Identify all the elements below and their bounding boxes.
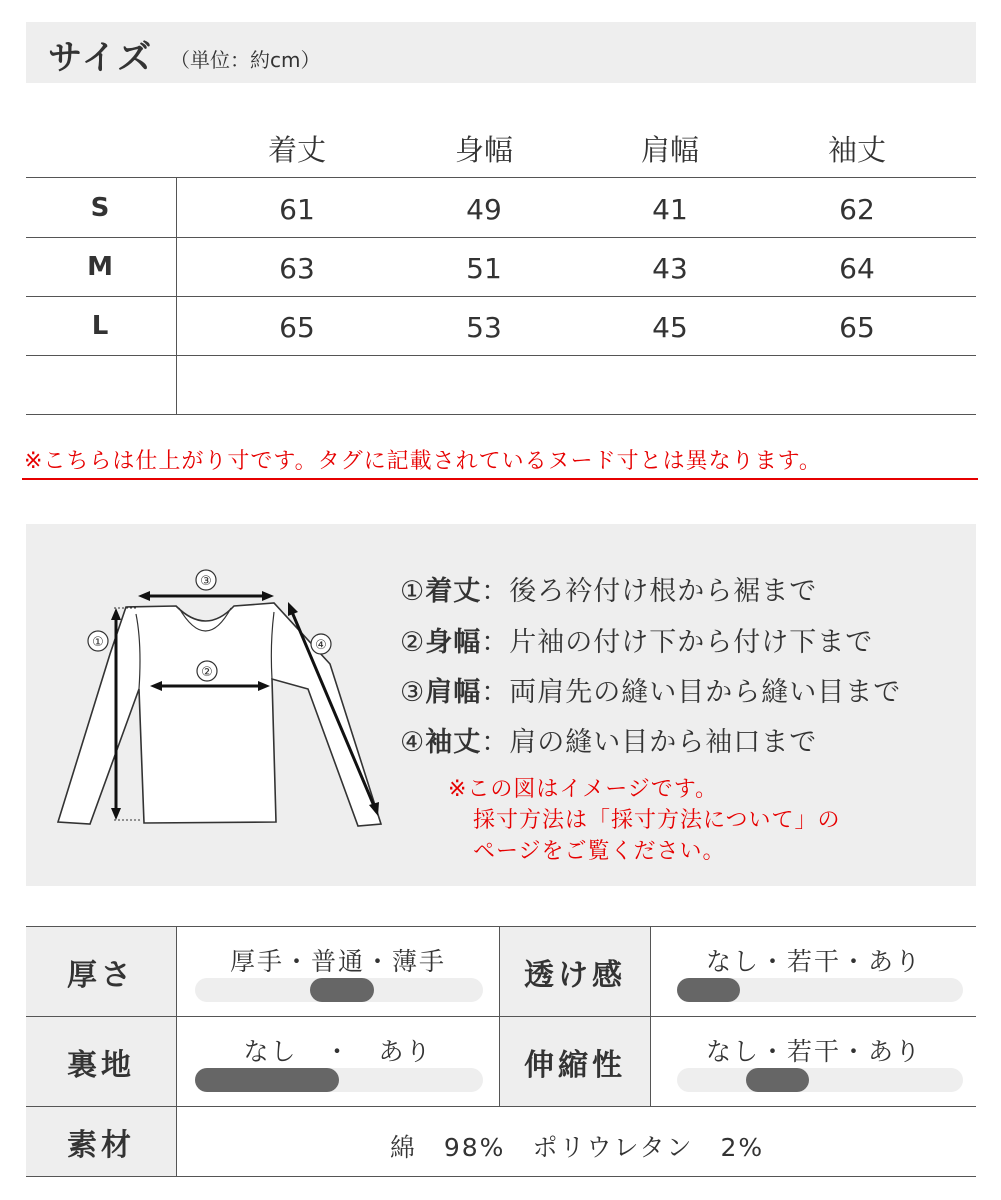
note-underline xyxy=(22,478,978,480)
table-cell: 65 xyxy=(279,311,315,344)
table-divider xyxy=(26,414,976,415)
material-label: 素材 xyxy=(26,1107,176,1176)
column-header: 身幅 xyxy=(454,133,513,167)
arrow-head xyxy=(262,591,274,601)
legend-key: 肩幅 xyxy=(425,677,482,708)
header-bar xyxy=(26,22,976,83)
page-title: サイズ xyxy=(48,38,154,78)
table-divider xyxy=(26,355,976,356)
marker-label: ① xyxy=(92,635,104,650)
stretch-level xyxy=(746,1068,809,1092)
thickness-label: 厚さ xyxy=(26,927,176,1016)
sheerness-label: 透け感 xyxy=(500,927,650,1016)
table-column-divider xyxy=(176,177,177,415)
size-label: L xyxy=(91,311,109,341)
note-line: ※この図はイメージです。 xyxy=(448,777,719,802)
legend-key: 着丈 xyxy=(425,576,482,607)
stretch-label: 伸縮性 xyxy=(500,1017,650,1106)
legend-desc: ：肩の縫い目から袖口まで xyxy=(481,727,818,758)
legend-desc: ：片袖の付け下から付け下まで xyxy=(481,627,874,658)
table-cell: 51 xyxy=(466,252,502,285)
legend-desc: ：後ろ衿付け根から裾まで xyxy=(481,576,818,607)
size-label: M xyxy=(87,252,113,282)
table-divider xyxy=(26,1176,976,1177)
table-cell: 43 xyxy=(652,252,688,285)
legend-number: ③ xyxy=(400,677,426,708)
column-header: 袖丈 xyxy=(827,133,886,167)
unit-label: （単位：約cm） xyxy=(170,48,321,72)
legend-number: ④ xyxy=(400,727,426,758)
marker-label: ③ xyxy=(200,574,212,589)
legend-number: ② xyxy=(400,627,426,658)
material-value: 綿 98% ポリウレタン 2% xyxy=(389,1133,765,1162)
table-column-divider xyxy=(176,927,177,1177)
legend-shoulder xyxy=(400,670,901,709)
table-divider xyxy=(26,177,976,178)
lining-label: 裏地 xyxy=(26,1017,176,1106)
table-divider xyxy=(26,296,976,297)
note-line: 採寸方法は「採寸方法について」の xyxy=(473,808,841,833)
legend-key: 身幅 xyxy=(425,627,482,658)
table-cell: 45 xyxy=(652,311,688,344)
table-cell: 41 xyxy=(652,193,688,226)
thickness-level xyxy=(310,978,373,1002)
legend-key: 袖丈 xyxy=(425,727,482,758)
column-header: 肩幅 xyxy=(640,133,699,167)
thickness-options: 厚手・普通・薄手 xyxy=(229,947,446,976)
table-cell: 63 xyxy=(279,252,315,285)
table-cell: 62 xyxy=(839,193,875,226)
table-cell: 61 xyxy=(279,193,315,226)
arrow-head xyxy=(111,808,121,820)
table-divider xyxy=(26,237,976,238)
sheerness-level xyxy=(677,978,740,1002)
table-cell: 65 xyxy=(839,311,875,344)
arrow-head xyxy=(111,608,121,620)
lining-options: なし ・ あり xyxy=(243,1037,433,1066)
table-column-divider xyxy=(650,927,651,1106)
thickness-scale xyxy=(195,978,483,1002)
lining-level xyxy=(195,1068,339,1092)
column-header: 着丈 xyxy=(267,133,326,167)
marker-label: ④ xyxy=(315,638,327,653)
legend-desc: ：両肩先の縫い目から縫い目まで xyxy=(481,677,902,708)
note-line: ページをご覧ください。 xyxy=(473,839,726,864)
legend-number: ① xyxy=(400,576,426,607)
arrow-head xyxy=(288,602,298,616)
finished-size-note: ※こちらは仕上がり寸です。タグに記載されているヌード寸とは異なります。 xyxy=(24,449,822,474)
legend-width xyxy=(400,620,873,659)
marker-label: ② xyxy=(201,665,213,680)
stretch-options: なし・若干・あり xyxy=(705,1037,922,1066)
sheerness-scale xyxy=(677,978,963,1002)
table-cell: 64 xyxy=(839,252,875,285)
sheerness-options: なし・若干・あり xyxy=(705,947,922,976)
diagram-note xyxy=(448,774,841,867)
legend-length xyxy=(400,569,817,608)
table-cell: 49 xyxy=(466,193,502,226)
lining-scale xyxy=(195,1068,483,1092)
sleeve-arrow xyxy=(292,612,374,806)
size-label: S xyxy=(90,193,110,223)
stretch-scale xyxy=(677,1068,963,1092)
arrow-head xyxy=(138,591,150,601)
garment-diagram xyxy=(26,524,406,886)
table-cell: 53 xyxy=(466,311,502,344)
legend-sleeve xyxy=(400,720,817,759)
